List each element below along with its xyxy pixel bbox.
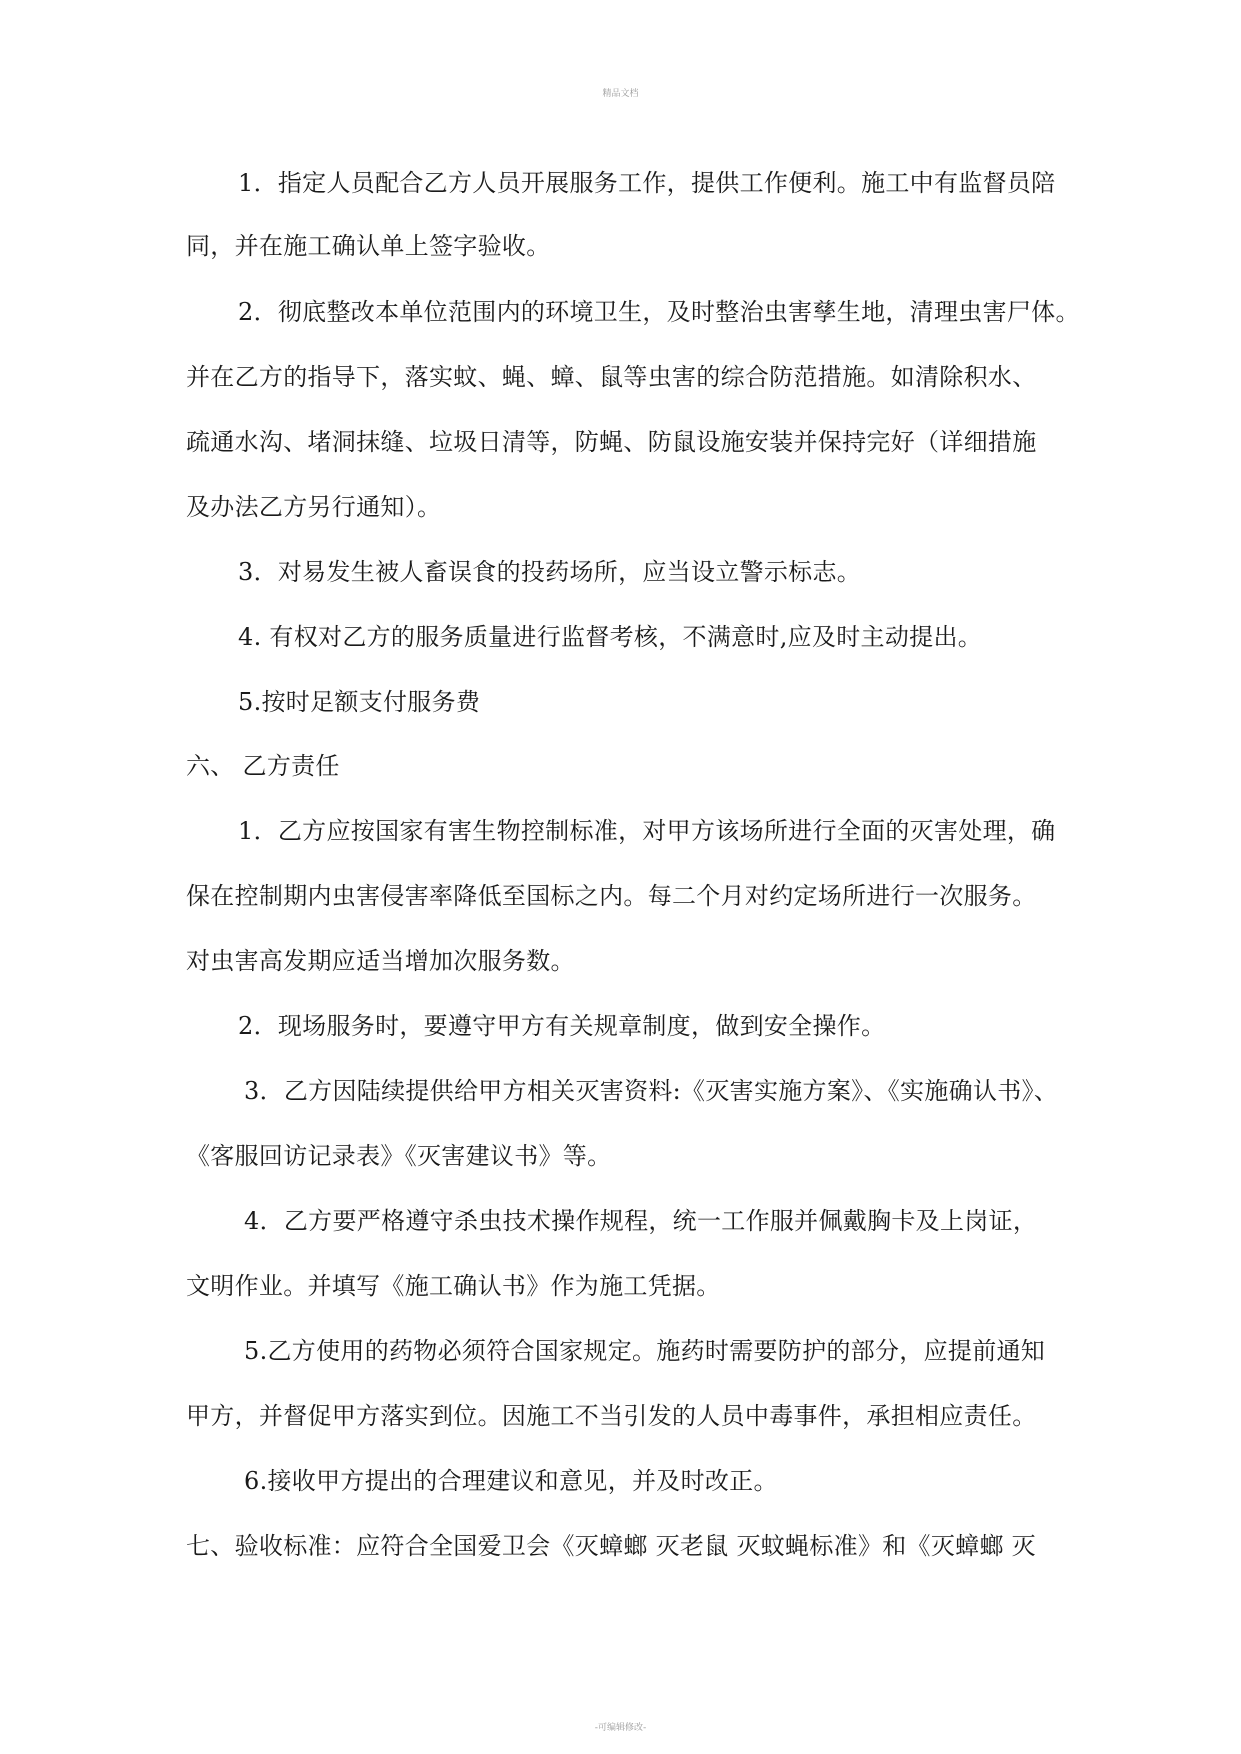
text-line: 4. 有权对乙方的服务质量进行监督考核，不满意时,应及时主动提出。 [238,623,983,651]
text-line: 6.接收甲方提出的合理建议和意见，并及时改正。 [244,1467,778,1495]
section-heading: 七、验收标准：应符合全国爱卫会《灭蟑螂 灭老鼠 灭蚊蝇标准》和《灭蟑螂 灭 [186,1532,1036,1560]
text-line: 保在控制期内虫害侵害率降低至国标之内。每二个月对约定场所进行一次服务。 [186,882,1037,910]
text-line: 及办法乙方另行通知）。 [186,493,442,521]
text-line: 疏通水沟、堵洞抹缝、垃圾日清等，防蝇、防鼠设施安装并保持完好（详细措施 [186,428,1037,456]
section-heading: 六、 乙方责任 [186,752,340,780]
text-line: 1．乙方应按国家有害生物控制标准，对甲方该场所进行全面的灭害处理，确 [238,817,1056,845]
text-line: 1．指定人员配合乙方人员开展服务工作，提供工作便利。施工中有监督员陪 [238,169,1056,197]
text-line: 4．乙方要严格遵守杀虫技术操作规程，统一工作服并佩戴胸卡及上岗证， [244,1207,1038,1235]
text-line: 甲方，并督促甲方落实到位。因施工不当引发的人员中毒事件，承担相应责任。 [186,1402,1037,1430]
page-footer: -可编辑修改- [594,1723,647,1733]
text-line: 《客服回访记录表》《灭害建议书》等。 [186,1142,612,1170]
text-line: 2．现场服务时，要遵守甲方有关规章制度，做到安全操作。 [238,1012,886,1040]
text-line: 3．对易发生被人畜误食的投药场所，应当设立警示标志。 [238,558,862,586]
text-line: 5.按时足额支付服务费 [238,688,481,716]
text-line: 同，并在施工确认单上签字验收。 [186,232,551,260]
text-line: 对虫害高发期应适当增加次服务数。 [186,947,575,975]
text-line: 5.乙方使用的药物必须符合国家规定。施药时需要防护的部分，应提前通知 [244,1337,1046,1365]
text-line: 2．彻底整改本单位范围内的环境卫生，及时整治虫害孳生地，清理虫害尸体。 [238,298,1080,326]
text-line: 文明作业。并填写《施工确认书》作为施工凭据。 [186,1272,721,1300]
page-header: 精品文档 [602,89,639,99]
text-line: 3．乙方因陆续提供给甲方相关灭害资料:《灭害实施方案》、《实施确认书》、 [244,1077,1059,1105]
text-line: 并在乙方的指导下，落实蚊、蝇、蟑、鼠等虫害的综合防范措施。如清除积水、 [186,363,1037,391]
